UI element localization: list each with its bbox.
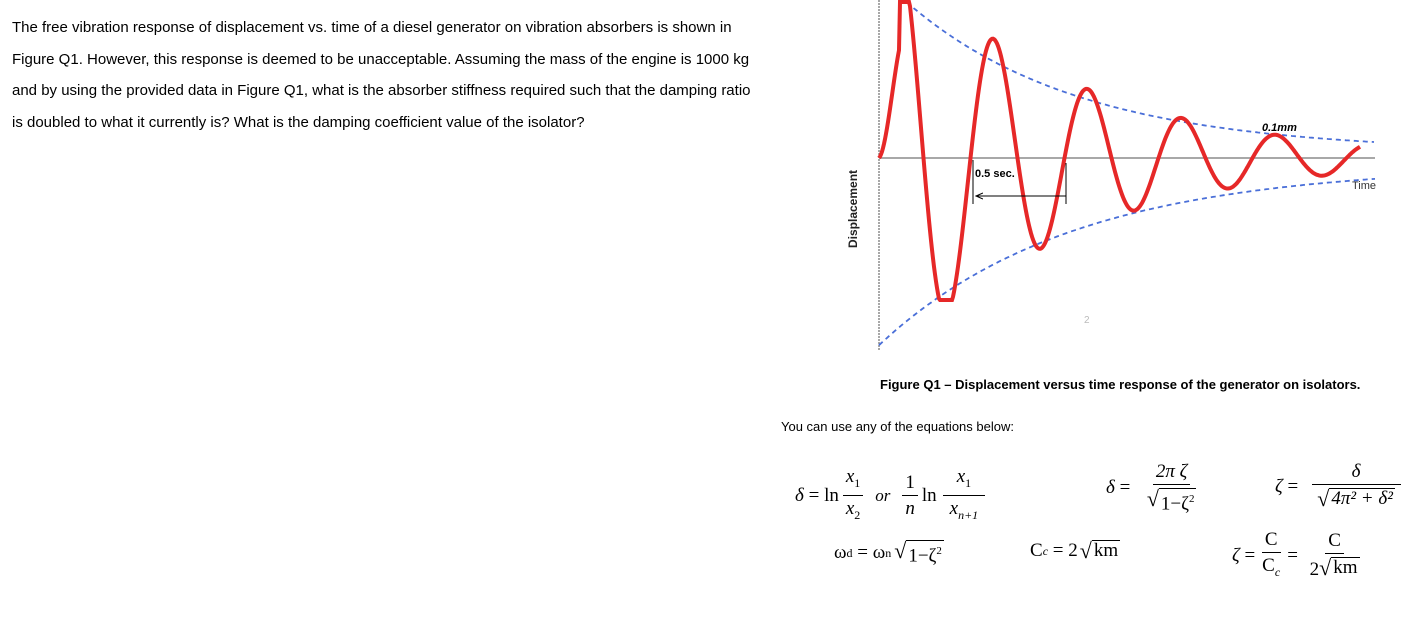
fraction-numerator: δ — [1312, 462, 1401, 485]
response-curve — [879, 2, 1360, 300]
fraction-numerator: 2π ζ — [1153, 462, 1190, 485]
subscript: 2 — [854, 507, 861, 522]
equals-sign: = — [1282, 475, 1308, 497]
equals-sign: = — [1287, 544, 1303, 566]
damped-frequency-equation — [834, 540, 944, 566]
ln-operator: ln — [824, 484, 839, 506]
fraction-x1-xn1 — [943, 467, 985, 525]
radicand: km — [1093, 540, 1119, 561]
square-root: √ km — [1079, 538, 1119, 563]
subscript: n — [885, 545, 892, 560]
zeta-from-delta-equation — [1275, 462, 1405, 511]
log-decrement-equation — [795, 467, 989, 525]
omega-symbol: ω — [834, 542, 847, 564]
question-line: and by using the provided data in Figure Q1, what is the absorber stiffness required such that the damping ratio — [12, 82, 751, 99]
radicand: 1−ζ — [1160, 493, 1189, 515]
equals-sign: = — [852, 542, 873, 564]
x-variable: x — [956, 466, 966, 487]
fraction-one-over-n — [902, 473, 918, 519]
exponent: 2 — [936, 545, 942, 557]
critical-damping-equation — [1030, 540, 1120, 562]
coefficient: 2 — [1309, 559, 1320, 581]
square-root: √ $1-\zeta^2$ — [1146, 486, 1195, 515]
fraction-x1-x2 — [843, 467, 863, 525]
equals-sign: = — [803, 484, 825, 506]
question-line: Figure Q1. However, this response is deemed to be unacceptable. Assuming the mass of the engine is 1000 kg — [12, 50, 750, 68]
subscript: c — [1042, 543, 1049, 558]
square-root: √ $1-\zeta^2$ — [894, 538, 942, 567]
delta-symbol: δ — [795, 484, 804, 506]
fraction-numerator: C — [1325, 531, 1344, 554]
square-root: √ km — [1319, 555, 1358, 581]
fraction-delta-zeta — [1144, 462, 1200, 514]
zeta-symbol: ζ — [1275, 475, 1283, 497]
x-variable: x — [845, 466, 855, 487]
y-axis-label: Displacement — [846, 169, 860, 248]
c-symbol: C — [1262, 555, 1275, 576]
ln-operator: ln — [921, 484, 937, 506]
question-line: is doubled to what it currently is? What is the damping coefficient value of the isolator? — [12, 113, 585, 131]
fraction-denominator — [1307, 554, 1363, 580]
x-variable: x — [845, 497, 855, 519]
fraction-c-over-2sqrtkm — [1307, 531, 1363, 580]
x-axis-label: Time — [1352, 180, 1377, 192]
subscript: n+1 — [958, 507, 979, 522]
exponent: 2 — [1188, 493, 1195, 505]
radicand: 4π² + δ² — [1331, 488, 1393, 509]
or-word: or — [875, 485, 891, 505]
fraction-c-over-cc — [1259, 530, 1283, 582]
subscript: c — [1274, 564, 1281, 579]
fraction-numerator: C — [1262, 530, 1281, 553]
fraction-denominator — [843, 496, 863, 525]
omega-symbol: ω — [872, 542, 886, 564]
radicand: km — [1333, 557, 1358, 579]
fraction-denominator — [947, 496, 982, 525]
subscript: 1 — [854, 475, 861, 490]
equals-sign: = — [1239, 544, 1256, 566]
fraction-denominator — [1314, 485, 1398, 511]
damping-ratio-equation — [1232, 530, 1367, 582]
x-variable: x — [949, 497, 959, 519]
upper-envelope — [900, 0, 1374, 142]
fraction-zeta-delta — [1312, 462, 1401, 511]
period-label: 0.5 sec. — [975, 168, 1015, 180]
fraction-numerator: 1 — [902, 473, 918, 496]
fraction-denominator: n — [905, 497, 915, 519]
stray-label: 2 — [1084, 315, 1090, 326]
figure-caption: Figure Q1 – Displacement versus time response of the generator on isolators. — [880, 377, 1361, 392]
coefficient: 2 — [1068, 540, 1078, 561]
equations-intro: You can use any of the equations below: — [781, 419, 1014, 434]
equals-sign: = — [1114, 477, 1140, 499]
fraction-denominator — [1144, 485, 1200, 514]
subscript: 1 — [965, 475, 972, 490]
delta-symbol: δ — [1106, 477, 1115, 499]
equals-sign: = — [1048, 540, 1069, 561]
question-line: The free vibration response of displacement vs. time of a diesel generator on vibration absorbers is shown in — [12, 19, 732, 36]
square-root: √ 4π² + δ² — [1317, 486, 1393, 511]
fraction-numerator — [943, 467, 985, 496]
amplitude-label: 0.1mm — [1262, 122, 1297, 134]
subscript: d — [846, 545, 853, 560]
c-symbol: C — [1030, 540, 1043, 561]
fraction-denominator — [1259, 553, 1283, 582]
delta-from-zeta-equation — [1106, 462, 1203, 514]
fraction-numerator — [843, 467, 863, 496]
zeta-symbol: ζ — [1232, 544, 1240, 566]
radicand: 1−ζ — [908, 545, 937, 567]
